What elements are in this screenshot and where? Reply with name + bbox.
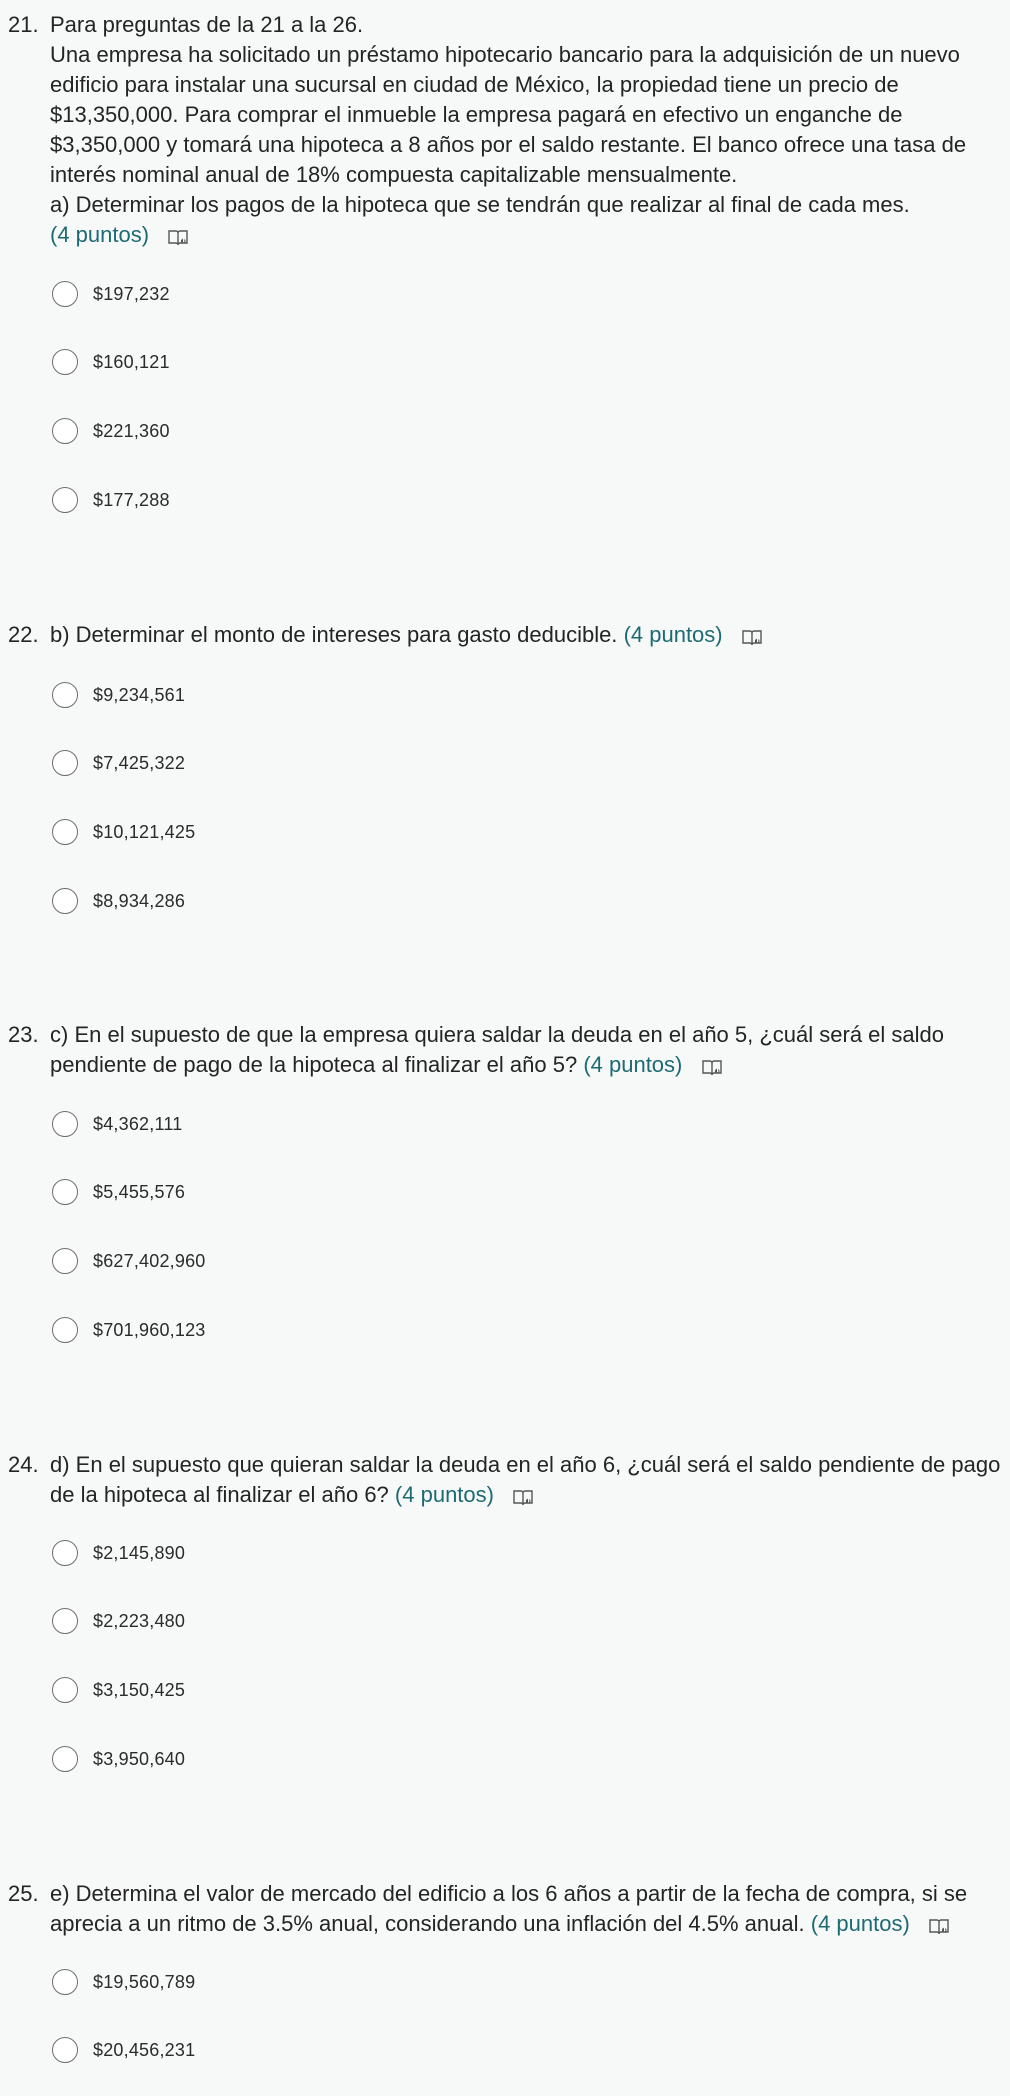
question-25 [8,1879,1010,1939]
option-label: $20,456,231 [93,2039,196,2060]
option-radio[interactable] [52,1538,185,1568]
points-label: (4 puntos) [583,1052,683,1077]
option-label: $7,425,322 [93,752,186,773]
question-number: 25. [8,1881,39,1906]
option-label: $9,234,561 [93,684,186,705]
points-label: (4 puntos) [623,622,723,647]
question-text-line: interés nominal anual de 18% compuesta capitalizable mensualmente. [50,162,738,187]
radio-button[interactable] [52,281,78,307]
question-number: 21. [8,12,39,37]
option-radio[interactable] [52,1967,195,1997]
question-text-line: c) En el supuesto de que la empresa quiera saldar la deuda en el año 5, ¿cuál será el saldo [50,1022,945,1047]
immersive-reader-icon[interactable] [167,226,189,246]
radio-button[interactable] [52,2037,78,2063]
option-label: $4,362,111 [93,1113,183,1134]
radio-button[interactable] [52,750,78,776]
option-radio[interactable] [52,416,170,446]
question-text-line: $13,350,000. Para comprar el inmueble la empresa pagará en efectivo un enganche de [50,102,903,127]
option-radio[interactable] [52,1315,206,1345]
radio-button[interactable] [52,888,78,914]
question-text-line: de la hipoteca al finalizar el año 6? [50,1482,389,1507]
question-text-line: pendiente de pago de la hipoteca al finalizar el año 5? [50,1052,578,1077]
radio-button[interactable] [52,1179,78,1205]
option-label: $19,560,789 [93,1971,196,1992]
option-radio[interactable] [52,347,170,377]
question-23 [8,1020,1010,1080]
option-label: $160,121 [93,351,170,372]
option-label: $3,150,425 [93,1679,186,1700]
immersive-reader-icon[interactable] [928,1915,950,1935]
radio-button[interactable] [52,1540,78,1566]
question-text-line: Una empresa ha solicitado un préstamo hipotecario bancario para la adquisición de un nuevo [50,42,960,67]
radio-button[interactable] [52,487,78,513]
question-text-line: $3,350,000 y tomará una hipoteca a 8 años por el saldo restante. El banco ofrece una tasa de [50,132,967,157]
option-radio[interactable] [52,1177,185,1207]
option-radio[interactable] [52,1675,185,1705]
question-22 [8,620,1010,650]
option-radio[interactable] [52,1109,182,1139]
option-radio[interactable] [52,485,170,515]
option-radio[interactable] [52,817,195,847]
option-label: $2,223,480 [93,1610,186,1631]
question-text-line: d) En el supuesto que quieran saldar la deuda en el año 6, ¿cuál será el saldo pendiente de pago [50,1452,1001,1477]
option-label: $8,934,286 [93,890,186,911]
question-text-line: a) Determinar los pagos de la hipoteca que se tendrán que realizar al final de cada mes. [50,192,910,217]
points-label: (4 puntos) [50,222,150,247]
question-text-line: aprecia a un ritmo de 3.5% anual, considerando una inflación del 4.5% anual. [50,1911,805,1936]
option-label: $221,360 [93,420,170,441]
question-number: 22. [8,622,39,647]
radio-button[interactable] [52,1248,78,1274]
question-24 [8,1450,1010,1510]
immersive-reader-icon[interactable] [512,1486,534,1506]
radio-button[interactable] [52,1969,78,1995]
radio-button[interactable] [52,349,78,375]
option-radio[interactable] [52,748,185,778]
radio-button[interactable] [52,1746,78,1772]
radio-button[interactable] [52,1317,78,1343]
radio-button[interactable] [52,1111,78,1137]
option-label: $197,232 [93,283,170,304]
option-label: $2,145,890 [93,1542,186,1563]
radio-button[interactable] [52,682,78,708]
question-text-line: e) Determina el valor de mercado del edificio a los 6 años a partir de la fecha de compra, si se [50,1881,968,1906]
radio-button[interactable] [52,1677,78,1703]
option-radio[interactable] [52,1744,185,1774]
option-radio[interactable] [52,279,170,309]
radio-button[interactable] [52,418,78,444]
option-radio[interactable] [52,1246,206,1276]
option-label: $5,455,576 [93,1181,186,1202]
option-radio[interactable] [52,2035,195,2065]
option-label: $627,402,960 [93,1250,206,1271]
immersive-reader-icon[interactable] [741,626,763,646]
immersive-reader-icon[interactable] [701,1056,723,1076]
option-radio[interactable] [52,680,185,710]
question-21 [8,10,1010,250]
option-radio[interactable] [52,1606,185,1636]
question-text-line: Para preguntas de la 21 a la 26. [50,12,364,37]
option-label: $10,121,425 [93,821,196,842]
points-label: (4 puntos) [810,1911,910,1936]
question-number: 23. [8,1022,39,1047]
points-label: (4 puntos) [394,1482,494,1507]
radio-button[interactable] [52,819,78,845]
option-label: $177,288 [93,489,170,510]
option-radio[interactable] [52,886,185,916]
question-number: 24. [8,1452,39,1477]
question-text-line: edificio para instalar una sucursal en ciudad de México, la propiedad tiene un precio de [50,72,899,97]
radio-button[interactable] [52,1608,78,1634]
option-label: $701,960,123 [93,1319,206,1340]
question-text-line: b) Determinar el monto de intereses para gasto deducible. [50,622,618,647]
option-label: $3,950,640 [93,1748,186,1769]
